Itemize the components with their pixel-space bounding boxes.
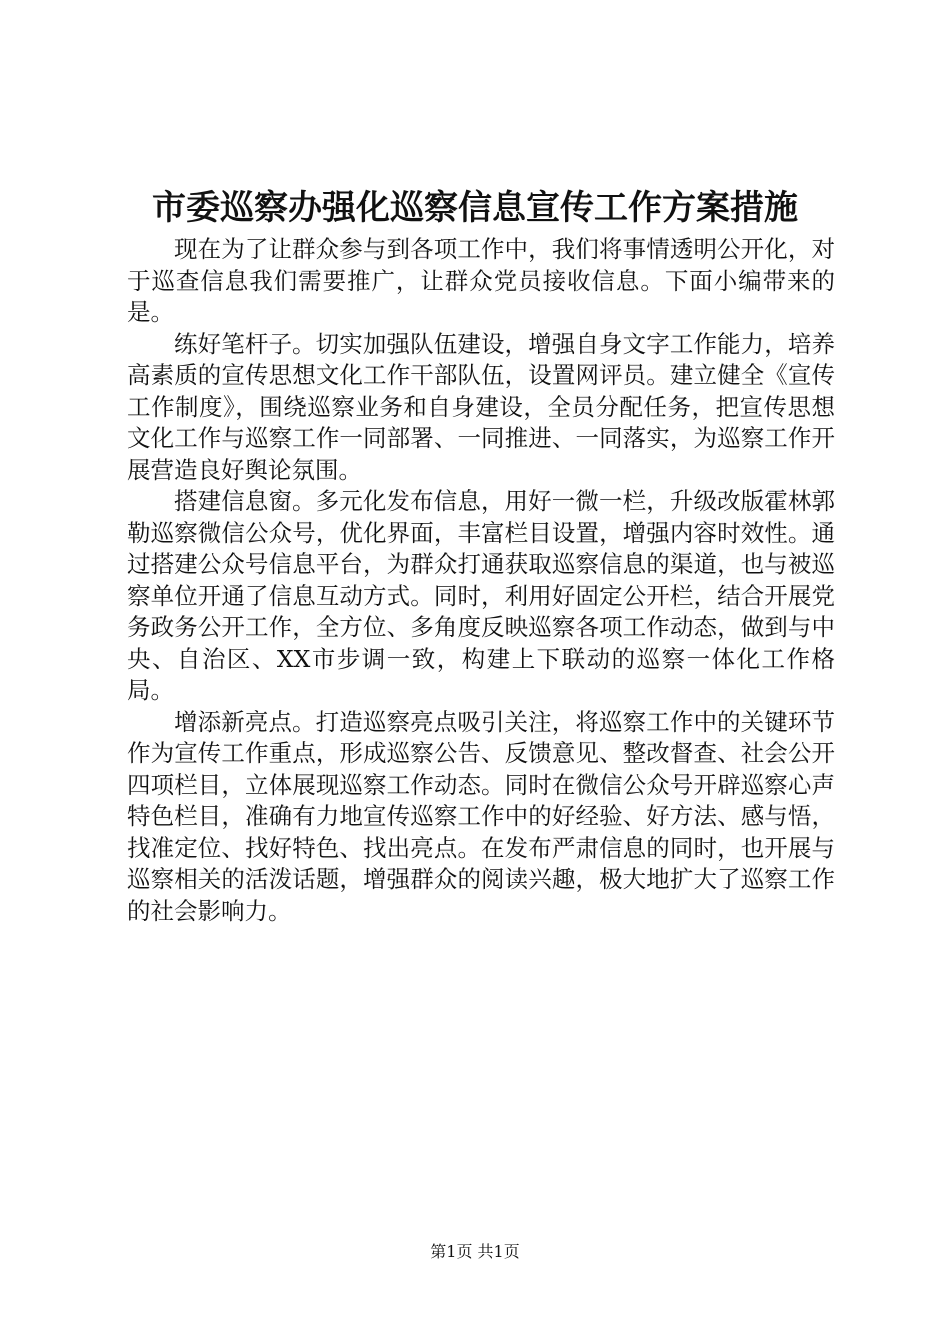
page-footer: 第1页 共1页 xyxy=(430,1242,520,1261)
paragraph-writing-skills: 练好笔杆子。切实加强队伍建设，增强自身文字工作能力，培养高素质的宣传思想文化工作干部队伍，设置网评员。建立健全《宣传工作制度》，围绕巡察业务和自身建设，全员分配任务，把宣传思想文化工作与巡察工作一同部署、一同推进、一同落实，为巡察工作开展营造良好舆论氛围。 xyxy=(127,329,835,484)
paragraph-info-window: 搭建信息窗。多元化发布信息，用好一微一栏，升级改版霍林郭勒巡察微信公众号，优化界面，丰富栏目设置，增强内容时效性。通过搭建公众号信息平台，为群众打通获取巡察信息的渠道，也与被巡察单位开通了信息互动方式。同时，利用好固定公开栏，结合开展党务政务公开工作，全方位、多角度反映巡察各项工作动态，做到与中央、自治区、XX市步调一致，构建上下联动的巡察一体化工作格局。 xyxy=(127,487,835,704)
document-body xyxy=(127,234,835,927)
paragraph-highlights: 增添新亮点。打造巡察亮点吸引关注，将巡察工作中的关键环节作为宣传工作重点，形成巡察公告、反馈意见、整改督查、社会公开四项栏目，立体展现巡察工作动态。同时在微信公众号开辟巡察心声特色栏目，准确有力地宣传巡察工作中的好经验、好方法、感与悟，找准定位、找好特色、找出亮点。在发布严肃信息的同时，也开展与巡察相关的活泼话题，增强群众的阅读兴趣，极大地扩大了巡察工作的社会影响力。 xyxy=(127,707,835,925)
document-title: 市委巡察办强化巡察信息宣传工作方案措施 xyxy=(152,188,798,228)
paragraph-intro: 现在为了让群众参与到各项工作中，我们将事情透明公开化，对于巡查信息我们需要推广，让群众党员接收信息。下面小编带来的是。 xyxy=(127,235,835,326)
